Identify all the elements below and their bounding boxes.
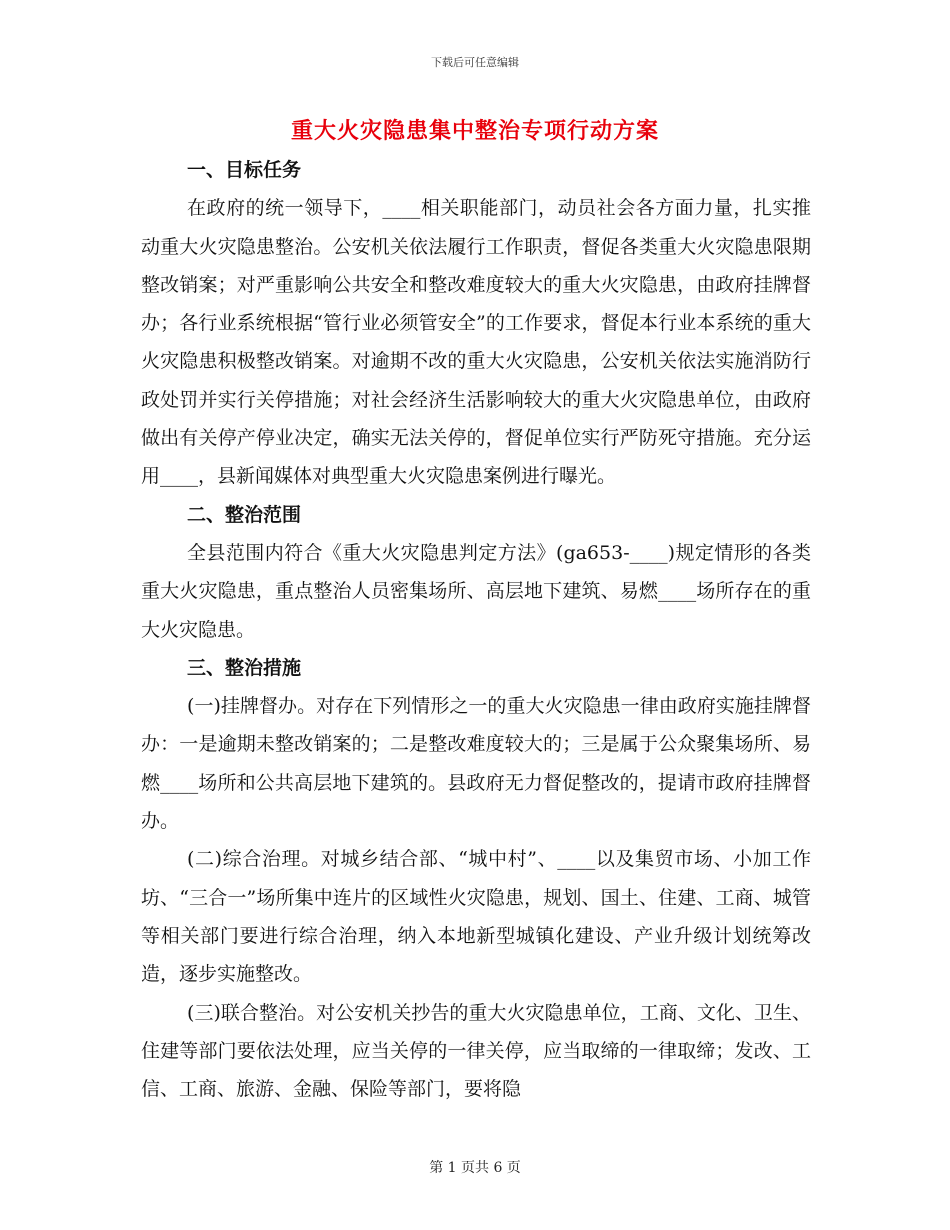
paragraph: 全县范围内符合《重大火灾隐患判定方法》(ga653-____)规定情形的各类重大火灾隐患，重点整治人员密集场所、高层地下建筑、易燃____场所存在的重大火灾隐患。 [141,541,811,641]
section-heading: 二、整治范围 [187,503,302,526]
section-scope [141,496,811,649]
document-title: 重大火灾隐患集中整治专项行动方案 [290,119,659,144]
paragraph: (三)联合整治。对公安机关抄告的重大火灾隐患单位，工商、文化、卫生、住建等部门要依法处理，应当关停的一律关停，应当取缔的一律取缔；发改、工信、工商、旅游、金融、保险等部门，要将隐 [141,1001,811,1101]
section-goals [141,151,811,496]
section-measures [141,649,811,1109]
header-note: 下载后可任意编辑 [431,56,519,69]
section-heading: 一、目标任务 [187,159,302,181]
paragraph: (一)挂牌督办。对存在下列情形之一的重大火灾隐患一律由政府实施挂牌督办：一是逾期未整改销案的；二是整改难度较大的；三是属于公众聚集场所、易燃____场所和公共高层地下建筑的。县政府无力督促整改的，提请市政府挂牌督办。 [141,695,811,833]
paragraph: 在政府的统一领导下，____相关职能部门，动员社会各方面力量，扎实推动重大火灾隐患整治。公安机关依法履行工作职责，督促各类重大火灾隐患限期整改销案；对严重影响公共安全和整改难度较大的重大火灾隐患，由政府挂牌督办；各行业系统根据“管行业必须管安全”的工作要求，督促本行业本系统的重大火灾隐患积极整改销案。对逾期不改的重大火灾隐患，公安机关依法实施消防行政处罚并实行关停措施；对社会经济生活影响较大的重大火灾隐患单位，由政府做出有关停产停业决定，确实无法关停的，督促单位实行严防死守措施。充分运用____，县新闻媒体对典型重大火灾隐患案例进行曝光。 [141,197,811,488]
section-heading: 三、整治措施 [187,656,302,679]
paragraph: (二)综合治理。对城乡结合部、“城中村”、____以及集贸市场、小加工作坊、“三合一”场所集中连片的区域性火灾隐患，规划、国土、住建、工商、城管等相关部门要进行综合治理，纳入本地新型城镇化建设、产业升级计划统筹改造，逐步实施整改。 [141,848,811,986]
page-number: 第 1 页共 6 页 [429,1160,521,1176]
document-body [141,151,811,1108]
